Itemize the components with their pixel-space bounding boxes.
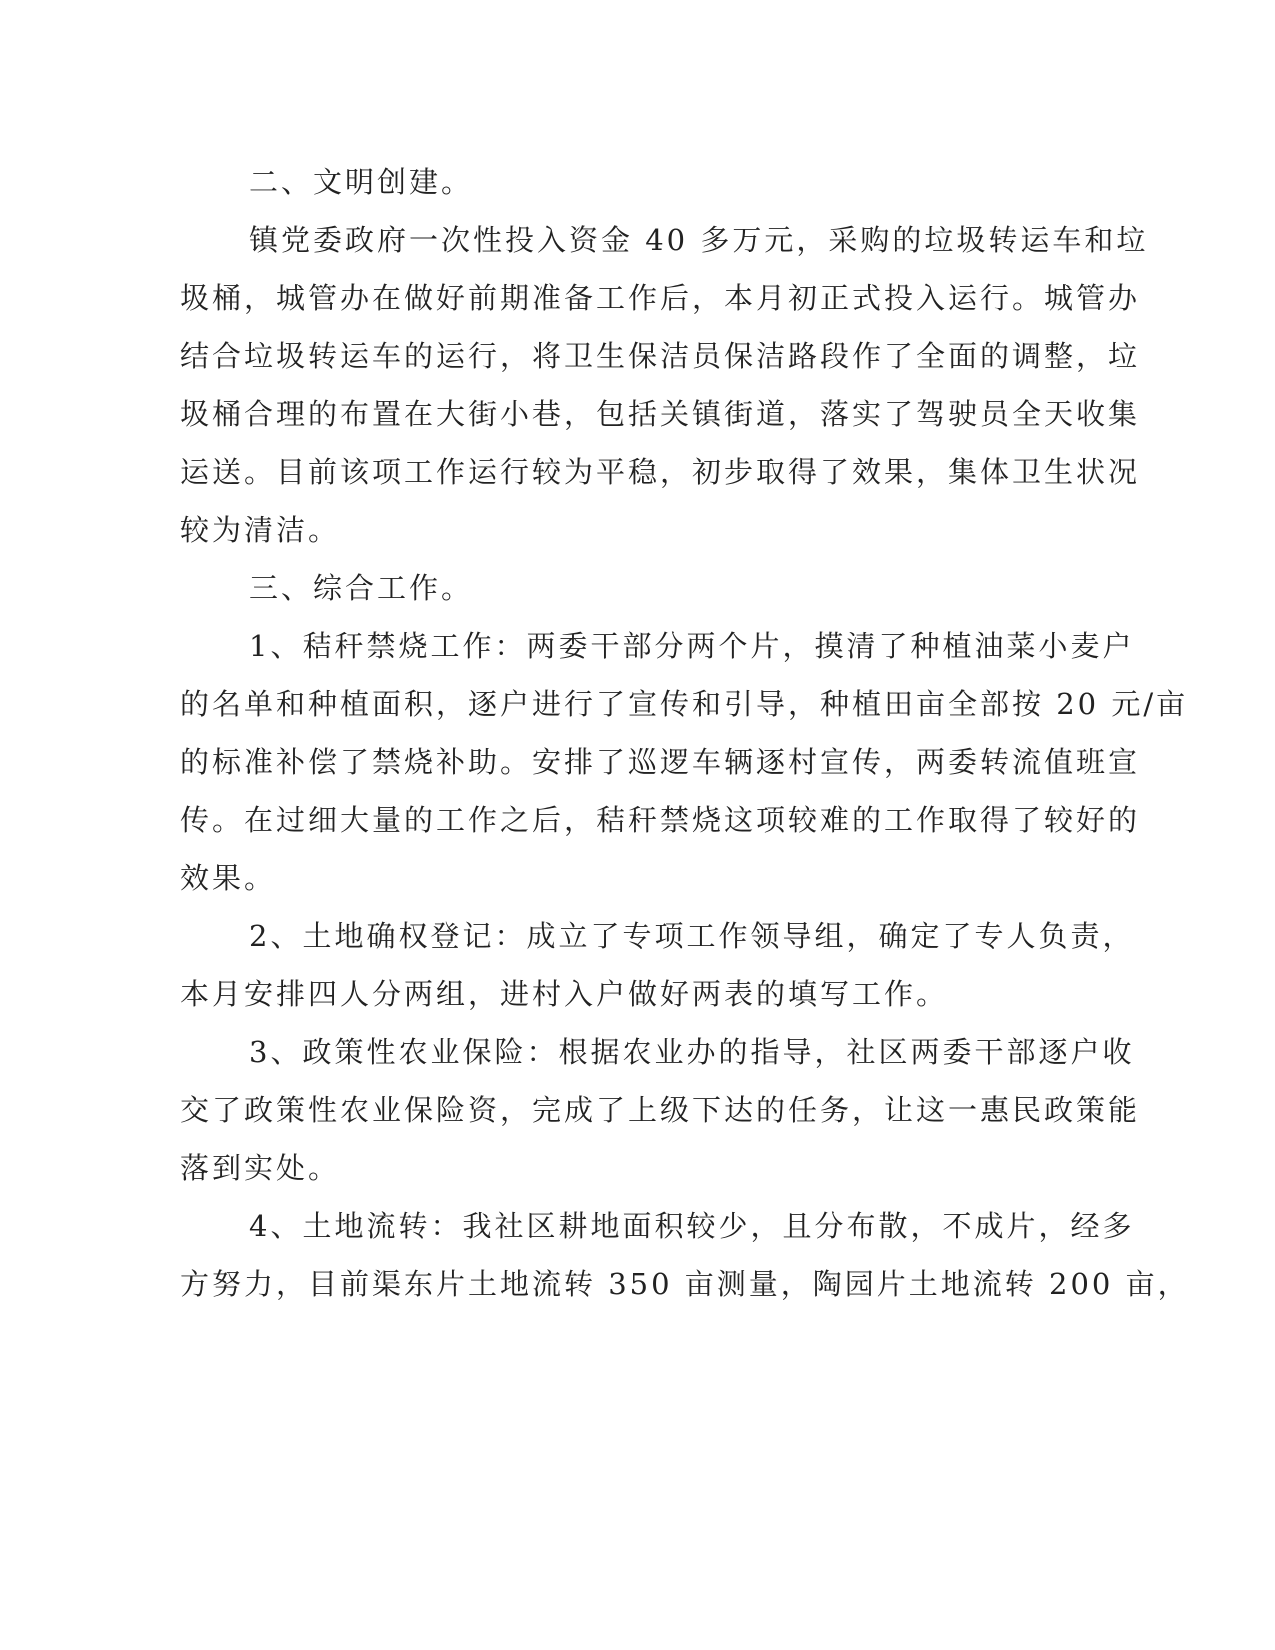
section-heading: 三、综合工作。 <box>249 571 474 605</box>
paragraph-line: 3、政策性农业保险：根据农业办的指导，社区两委干部逐户收 <box>249 1035 1135 1069</box>
paragraph-line: 方努力，目前渠东片土地流转 350 亩测量，陶园片土地流转 200 亩， <box>180 1267 1190 1301</box>
paragraph-line: 较为清洁。 <box>180 513 341 547</box>
paragraph-line: 本月安排四人分两组，进村入户做好两表的填写工作。 <box>180 977 949 1011</box>
paragraph-line: 镇党委政府一次性投入资金 40 多万元，采购的垃圾转运车和垃 <box>249 223 1149 257</box>
paragraph-line: 传。在过细大量的工作之后，秸秆禁烧这项较难的工作取得了较好的 <box>180 803 1141 837</box>
paragraph-line: 圾桶，城管办在做好前期准备工作后，本月初正式投入运行。城管办 <box>180 281 1141 315</box>
paragraph-line: 2、土地确权登记：成立了专项工作领导组，确定了专人负责， <box>249 919 1135 953</box>
paragraph-line: 的标准补偿了禁烧补助。安排了巡逻车辆逐村宣传，两委转流值班宣 <box>180 745 1141 779</box>
paragraph-line: 效果。 <box>180 861 277 895</box>
paragraph-line: 交了政策性农业保险资，完成了上级下达的任务，让这一惠民政策能 <box>180 1093 1141 1127</box>
paragraph-line: 结合垃圾转运车的运行，将卫生保洁员保洁路段作了全面的调整，垃 <box>180 339 1141 373</box>
paragraph-line: 4、土地流转：我社区耕地面积较少，且分布散，不成片，经多 <box>249 1209 1135 1243</box>
paragraph-line: 运送。目前该项工作运行较为平稳，初步取得了效果，集体卫生状况 <box>180 455 1141 489</box>
paragraph-line: 的名单和种植面积，逐户进行了宣传和引导，种植田亩全部按 20 元/亩 <box>180 687 1189 721</box>
paragraph-line: 1、秸秆禁烧工作：两委干部分两个片，摸清了种植油菜小麦户 <box>249 629 1135 663</box>
section-heading: 二、文明创建。 <box>249 165 474 199</box>
paragraph-line: 圾桶合理的布置在大街小巷，包括关镇街道，落实了驾驶员全天收集 <box>180 397 1141 431</box>
paragraph-line: 落到实处。 <box>180 1151 341 1185</box>
